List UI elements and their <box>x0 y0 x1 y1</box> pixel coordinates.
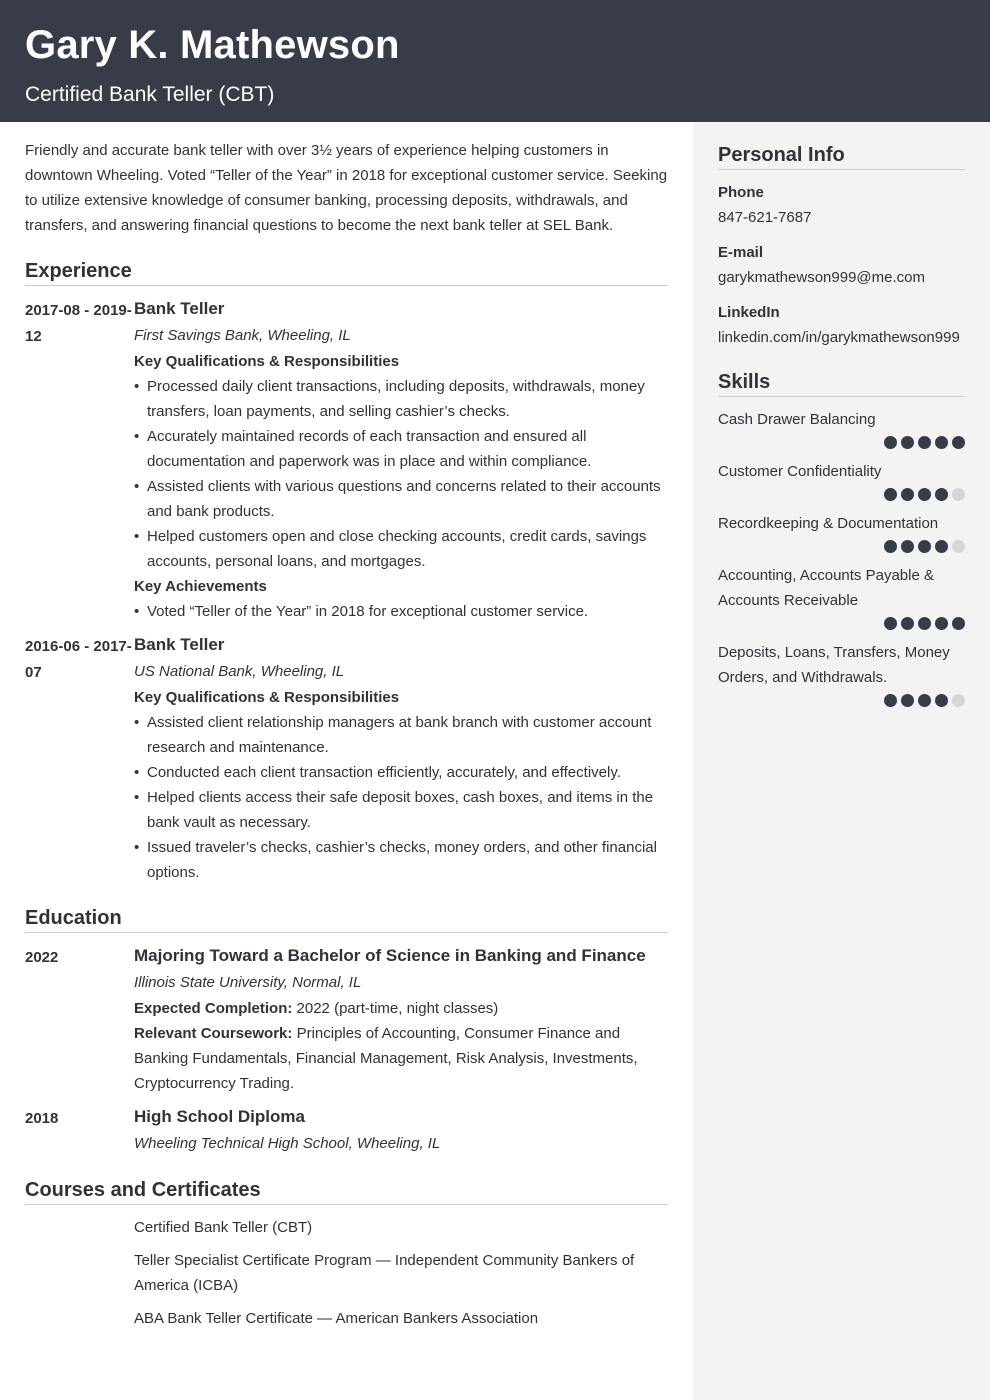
rating-dot-filled <box>918 694 931 707</box>
rating-dot-filled <box>935 488 948 501</box>
courses-heading: Courses and Certificates <box>25 1177 668 1205</box>
skill-rating <box>718 540 965 553</box>
courses-list <box>25 1215 668 1331</box>
skills-heading: Skills <box>718 369 965 397</box>
rating-dot-filled <box>884 694 897 707</box>
rating-dot-filled <box>952 436 965 449</box>
skill-name: Deposits, Loans, Transfers, Money Orders, and Withdrawals. <box>718 644 950 686</box>
sidebar <box>693 122 990 1400</box>
rating-dot-filled <box>935 540 948 553</box>
rating-dot-filled <box>901 540 914 553</box>
achievements-heading: Key Achievements <box>134 578 267 595</box>
skill-item <box>718 563 965 630</box>
entry-date: 2018 <box>25 1110 59 1127</box>
skill-rating <box>718 488 965 501</box>
course-item: ABA Bank Teller Certificate — American Bankers Association <box>134 1310 539 1327</box>
entry-date: 2016-06 - 2017-07 <box>25 638 132 681</box>
rating-dot-filled <box>884 617 897 630</box>
job-title: Bank Teller <box>134 299 225 318</box>
skill-name: Accounting, Accounts Payable & Accounts Receivable <box>718 567 934 609</box>
expected-completion <box>134 996 668 1021</box>
rating-dot-filled <box>901 617 914 630</box>
rating-dot-filled <box>935 694 948 707</box>
school: Wheeling Technical High School, Wheeling, IL <box>134 1135 441 1152</box>
skill-item <box>718 407 965 449</box>
entry-date: 2022 <box>25 949 59 966</box>
responsibilities-list <box>134 710 668 885</box>
achievements-list <box>134 599 668 624</box>
education-entry <box>25 1104 668 1157</box>
list-item: • Processed daily client transactions, including deposits, withdrawals, money transfers, loan payments, and selling cashier’s checks. <box>134 374 668 424</box>
rating-dot-filled <box>952 617 965 630</box>
rating-dot-filled <box>901 436 914 449</box>
candidate-title: Certified Bank Teller (CBT) <box>25 83 275 106</box>
phone-value: 847-621-7687 <box>718 209 812 226</box>
rating-dot-empty <box>952 488 965 501</box>
linkedin-label: LinkedIn <box>718 304 780 321</box>
rating-dot-filled <box>884 540 897 553</box>
responsibilities-heading: Key Qualifications & Responsibilities <box>134 353 400 370</box>
linkedin-value[interactable]: linkedin.com/in/garykmathewson999 <box>718 329 960 346</box>
email-label: E-mail <box>718 244 764 261</box>
skill-item <box>718 459 965 501</box>
list-item: • Helped clients access their safe deposit boxes, cash boxes, and items in the bank vault as necessary. <box>134 785 668 835</box>
list-item: • Helped customers open and close checking accounts, credit cards, savings accounts, personal loans, and mortgages. <box>134 524 668 574</box>
skill-item <box>718 511 965 553</box>
skill-rating <box>718 617 965 630</box>
phone-label: Phone <box>718 184 764 201</box>
list-item: • Voted “Teller of the Year” in 2018 for exceptional customer service. <box>134 599 668 624</box>
list-item: • Conducted each client transaction efficiently, accurately, and effectively. <box>134 760 668 785</box>
rating-dot-filled <box>935 617 948 630</box>
rating-dot-filled <box>935 436 948 449</box>
skill-item <box>718 640 965 707</box>
employer: US National Bank, Wheeling, IL <box>134 663 345 680</box>
list-item: • Assisted client relationship managers at bank branch with customer account research and maintenance. <box>134 710 668 760</box>
skill-name: Cash Drawer Balancing <box>718 411 876 428</box>
coursework-label: Relevant Coursework: <box>134 1025 293 1042</box>
list-item: • Issued traveler’s checks, cashier’s checks, money orders, and other financial options. <box>134 835 668 885</box>
list-item: • Assisted clients with various questions and concerns related to their accounts and bank products. <box>134 474 668 524</box>
responsibilities-heading: Key Qualifications & Responsibilities <box>134 689 400 706</box>
job-title: Bank Teller <box>134 635 225 654</box>
rating-dot-filled <box>918 436 931 449</box>
personal-info-heading: Personal Info <box>718 142 965 170</box>
skill-rating <box>718 694 965 707</box>
employer: First Savings Bank, Wheeling, IL <box>134 327 351 344</box>
responsibilities-list <box>134 374 668 574</box>
candidate-name: Gary K. Mathewson <box>25 23 400 67</box>
rating-dot-filled <box>884 436 897 449</box>
experience-entry <box>25 632 668 885</box>
resume-header <box>0 0 990 122</box>
rating-dot-empty <box>952 694 965 707</box>
experience-entry <box>25 296 668 624</box>
list-item: • Accurately maintained records of each transaction and ensured all documentation and paperwork was in place and within compliance. <box>134 424 668 474</box>
rating-dot-filled <box>918 617 931 630</box>
course-item: Teller Specialist Certificate Program — Independent Community Bankers of America (ICBA) <box>134 1252 635 1294</box>
rating-dot-empty <box>952 540 965 553</box>
degree-title: High School Diploma <box>134 1107 305 1126</box>
skill-name: Recordkeeping & Documentation <box>718 515 939 532</box>
relevant-coursework <box>134 1021 668 1096</box>
course-item: Certified Bank Teller (CBT) <box>134 1219 313 1236</box>
main-column <box>25 122 668 1339</box>
rating-dot-filled <box>918 540 931 553</box>
school: Illinois State University, Normal, IL <box>134 974 362 991</box>
skills-list <box>718 407 965 707</box>
education-heading: Education <box>25 905 668 933</box>
experience-heading: Experience <box>25 258 668 286</box>
expected-completion-label: Expected Completion: <box>134 1000 293 1017</box>
email-value[interactable]: garykmathewson999@me.com <box>718 269 925 286</box>
rating-dot-filled <box>901 488 914 501</box>
expected-completion-value: 2022 (part-time, night classes) <box>296 1000 499 1017</box>
degree-title: Majoring Toward a Bachelor of Science in Banking and Finance <box>134 946 646 965</box>
rating-dot-filled <box>918 488 931 501</box>
skill-name: Customer Confidentiality <box>718 463 882 480</box>
coursework-value: Principles of Accounting, Consumer Finance and Banking Fundamentals, Financial Management, Risk Analysis, Investments, Cryptocurrency Trading. <box>134 1025 638 1092</box>
rating-dot-filled <box>901 694 914 707</box>
summary-text: Friendly and accurate bank teller with over 3½ years of experience helping customers in downtown Wheeling. Voted “Teller of the Year” in 2018 for exceptional customer service. Seeking to utilize extensive knowledge of consumer banking, processing deposits, withdrawals, and transfers, and answering financial questions to become the next bank teller at SEL Bank. <box>25 142 668 234</box>
rating-dot-filled <box>884 488 897 501</box>
entry-date: 2017-08 - 2019-12 <box>25 302 132 345</box>
education-entry <box>25 943 668 1096</box>
skill-rating <box>718 436 965 449</box>
